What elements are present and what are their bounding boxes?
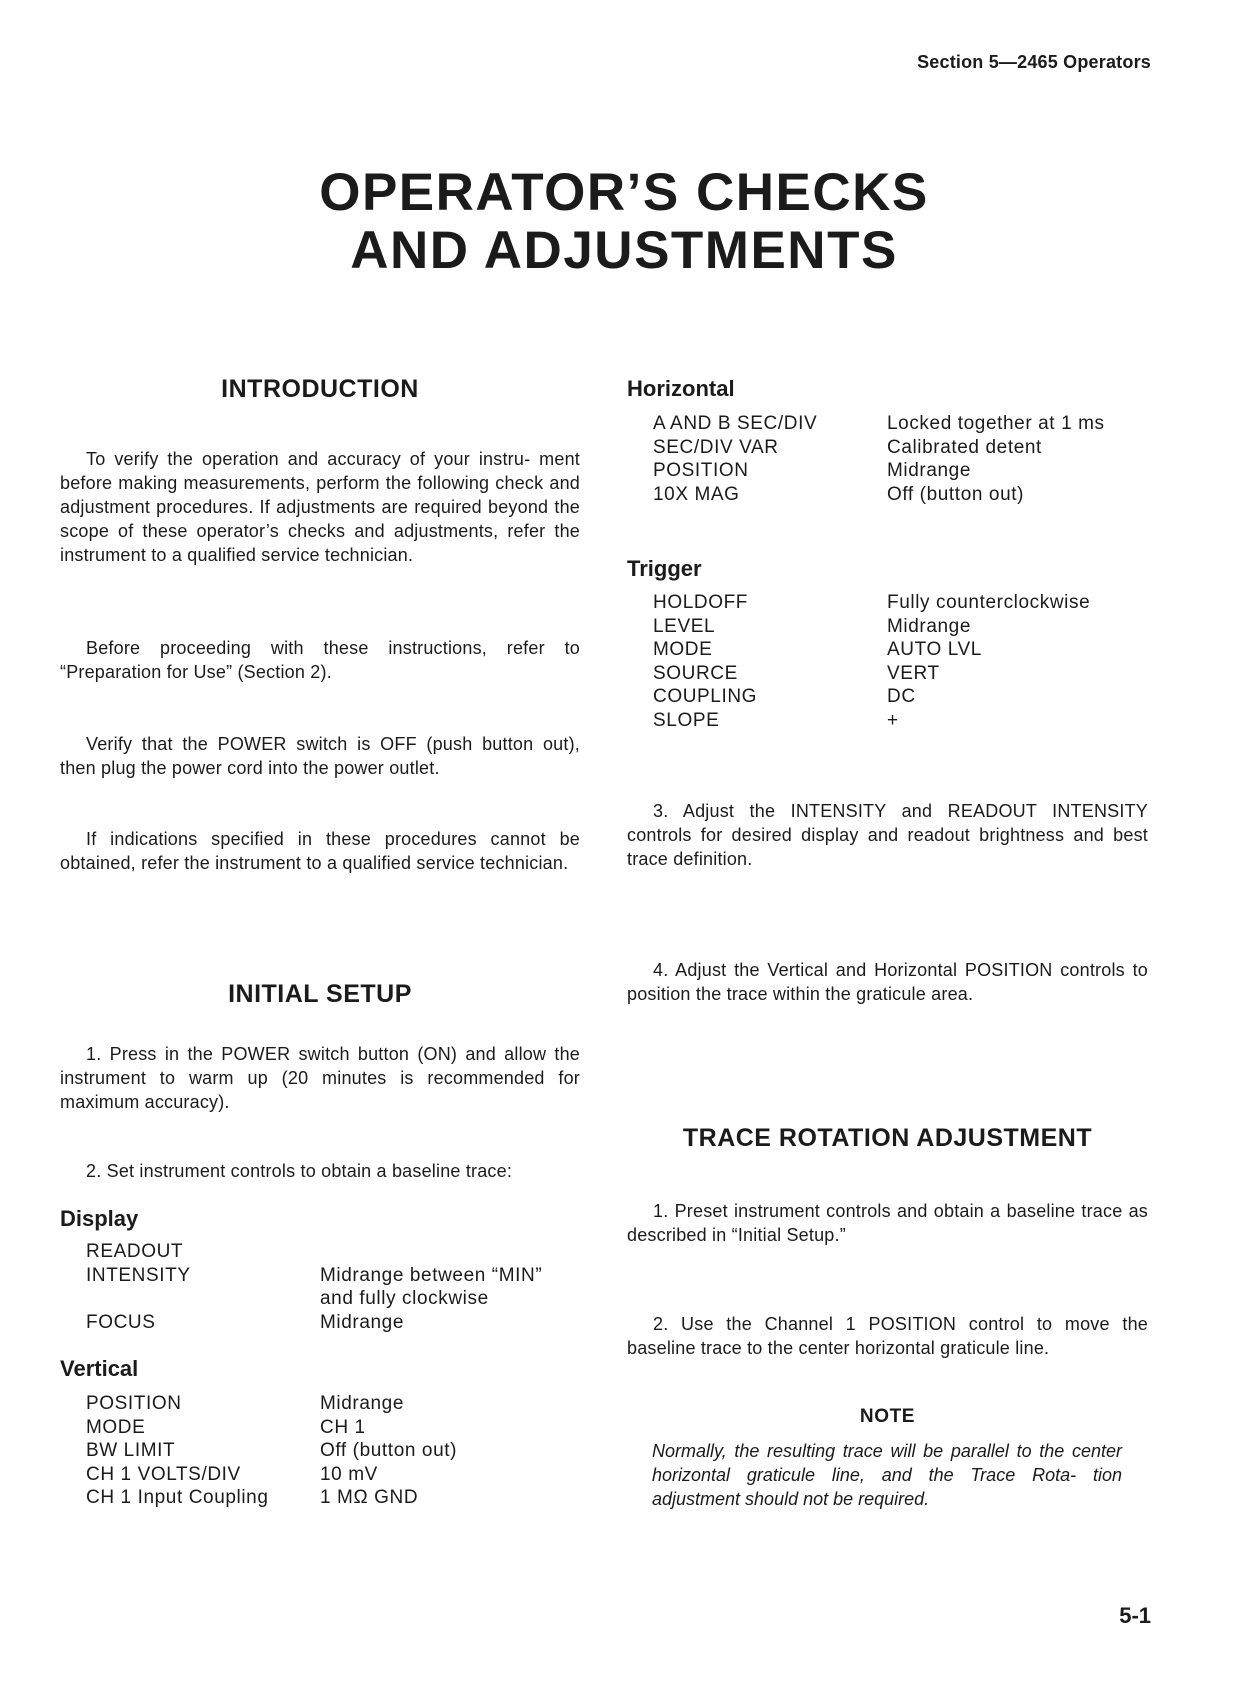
horizontal-label: POSITION	[653, 460, 749, 481]
trigger-row	[653, 638, 1090, 662]
section-header: Section 5—2465 Operators	[917, 52, 1151, 72]
trigger-row	[653, 615, 1090, 639]
intro-paragraph-2	[60, 636, 580, 684]
vertical-row	[86, 1486, 457, 1510]
horizontal-value: Midrange	[887, 460, 972, 481]
display-label: FOCUS	[86, 1311, 156, 1333]
horizontal-label: 10X MAG	[653, 483, 740, 505]
vertical-label: MODE	[86, 1416, 146, 1438]
initial-setup-step-1-text: 1. Press in the POWER switch button (ON) and allow the instrument to warm up (20 minutes is recommended for maximum accuracy).	[60, 1044, 580, 1112]
initial-setup-step-2-text: 2. Set instrument controls to obtain a baseline trace:	[86, 1161, 513, 1181]
page-title	[0, 164, 1248, 280]
trigger-value: AUTO LVL	[887, 639, 982, 660]
trigger-label: HOLDOFF	[653, 592, 748, 613]
trace-rotation-heading: TRACE ROTATION ADJUSTMENT	[682, 1124, 1093, 1152]
display-row-readout	[86, 1240, 542, 1264]
horizontal-row	[653, 459, 1105, 483]
trigger-value: +	[887, 709, 899, 731]
horizontal-row	[653, 436, 1105, 460]
display-value: Midrange between “MIN”	[320, 1264, 543, 1286]
trigger-label: COUPLING	[653, 686, 758, 707]
trace-rotation-step-1-text: 1. Preset instrument controls and obtain a baseline trace as described in “Initial Setup.”	[627, 1201, 1148, 1245]
vertical-value: CH 1	[320, 1416, 366, 1438]
step-3-paragraph	[627, 799, 1148, 871]
intro-paragraph-4-text: If indications specified in these procedures cannot be obtained, refer the instrument to a qualified service technician.	[60, 829, 580, 873]
trace-rotation-step-2-text: 2. Use the Channel 1 POSITION control to move the baseline trace to the center horizontal graticule line.	[627, 1314, 1148, 1358]
display-heading: Display	[60, 1206, 139, 1231]
vertical-settings-table	[86, 1392, 457, 1510]
initial-setup-step-1	[60, 1042, 580, 1114]
trigger-heading: Trigger	[627, 556, 702, 581]
display-label	[86, 1287, 320, 1311]
display-label: INTENSITY	[86, 1264, 191, 1286]
display-row-focus	[86, 1311, 542, 1335]
note-body: Normally, the resulting trace will be parallel to the center horizontal graticule line, and the Trace Rota- tion adjustment should not be required.	[652, 1441, 1122, 1509]
trigger-label: MODE	[653, 639, 713, 660]
horizontal-heading: Horizontal	[627, 376, 735, 401]
display-row-intensity-cont	[86, 1287, 542, 1311]
vertical-value: Off (button out)	[320, 1440, 458, 1461]
trigger-label: LEVEL	[653, 615, 716, 637]
trigger-label: SLOPE	[653, 709, 720, 731]
trigger-value: VERT	[887, 662, 940, 684]
page-title-line-2: AND ADJUSTMENTS	[350, 221, 898, 280]
display-label: READOUT	[86, 1241, 184, 1262]
horizontal-value: Calibrated detent	[887, 436, 1042, 458]
step-4-text: 4. Adjust the Vertical and Horizontal POSITION controls to position the trace within the graticule area.	[627, 960, 1148, 1004]
intro-paragraph-2-text: Before proceeding with these instructions, refer to “Preparation for Use” (Section 2).	[60, 638, 580, 682]
horizontal-value: Locked together at 1 ms	[887, 413, 1105, 434]
intro-paragraph-1-text: To verify the operation and accuracy of your instru- ment before making measurements, perform the following check and adjustment procedures. If adjustments are required beyond the scope of these operator’s checks and adjustments, refer the instrument to a qualified service technician.	[60, 449, 580, 565]
display-value	[320, 1240, 542, 1264]
vertical-row	[86, 1392, 457, 1416]
horizontal-row	[653, 483, 1105, 507]
trace-rotation-step-1	[627, 1199, 1148, 1247]
intro-paragraph-3-text: Verify that the POWER switch is OFF (push button out), then plug the power cord into the power outlet.	[60, 734, 580, 778]
horizontal-settings-table	[653, 412, 1105, 506]
trigger-row	[653, 591, 1090, 615]
horizontal-label: A AND B SEC/DIV	[653, 413, 818, 434]
trigger-row	[653, 662, 1090, 686]
trigger-value: DC	[887, 686, 916, 707]
display-value: and fully clockwise	[320, 1288, 489, 1309]
trigger-row	[653, 709, 1090, 733]
vertical-row	[86, 1439, 457, 1463]
trace-rotation-step-2	[627, 1312, 1148, 1360]
page-number: 5-1	[1119, 1603, 1151, 1628]
trigger-label: SOURCE	[653, 662, 738, 684]
display-value: Midrange	[320, 1311, 405, 1333]
intro-paragraph-4	[60, 827, 580, 875]
horizontal-label: SEC/DIV VAR	[653, 436, 779, 458]
trigger-value: Fully counterclockwise	[887, 592, 1091, 613]
horizontal-row	[653, 412, 1105, 436]
vertical-row	[86, 1416, 457, 1440]
step-4-paragraph	[627, 958, 1148, 1006]
vertical-value: 1 MΩ GND	[320, 1487, 419, 1508]
step-3-text: 3. Adjust the INTENSITY and READOUT INTENSITY controls for desired display and readout brightness and best trace definition.	[627, 801, 1148, 869]
intro-paragraph-3	[60, 732, 580, 780]
vertical-value: 10 mV	[320, 1463, 378, 1485]
note-heading: NOTE	[859, 1406, 916, 1427]
vertical-row	[86, 1463, 457, 1487]
initial-setup-heading: INITIAL SETUP	[228, 980, 412, 1008]
intro-paragraph-1	[60, 447, 580, 567]
trigger-row	[653, 685, 1090, 709]
page-title-line-1: OPERATOR’S CHECKS	[319, 163, 929, 222]
vertical-label: BW LIMIT	[86, 1440, 176, 1461]
introduction-heading: INTRODUCTION	[221, 375, 419, 403]
initial-setup-step-2	[60, 1159, 580, 1183]
vertical-label: CH 1 VOLTS/DIV	[86, 1463, 241, 1485]
horizontal-value: Off (button out)	[887, 483, 1025, 505]
vertical-label: CH 1 Input Coupling	[86, 1487, 269, 1508]
trigger-settings-table	[653, 591, 1090, 732]
trigger-value: Midrange	[887, 615, 972, 637]
display-row-intensity	[86, 1264, 542, 1288]
vertical-heading: Vertical	[60, 1356, 139, 1381]
vertical-value: Midrange	[320, 1393, 405, 1414]
display-settings-table	[86, 1240, 542, 1334]
vertical-label: POSITION	[86, 1393, 182, 1414]
